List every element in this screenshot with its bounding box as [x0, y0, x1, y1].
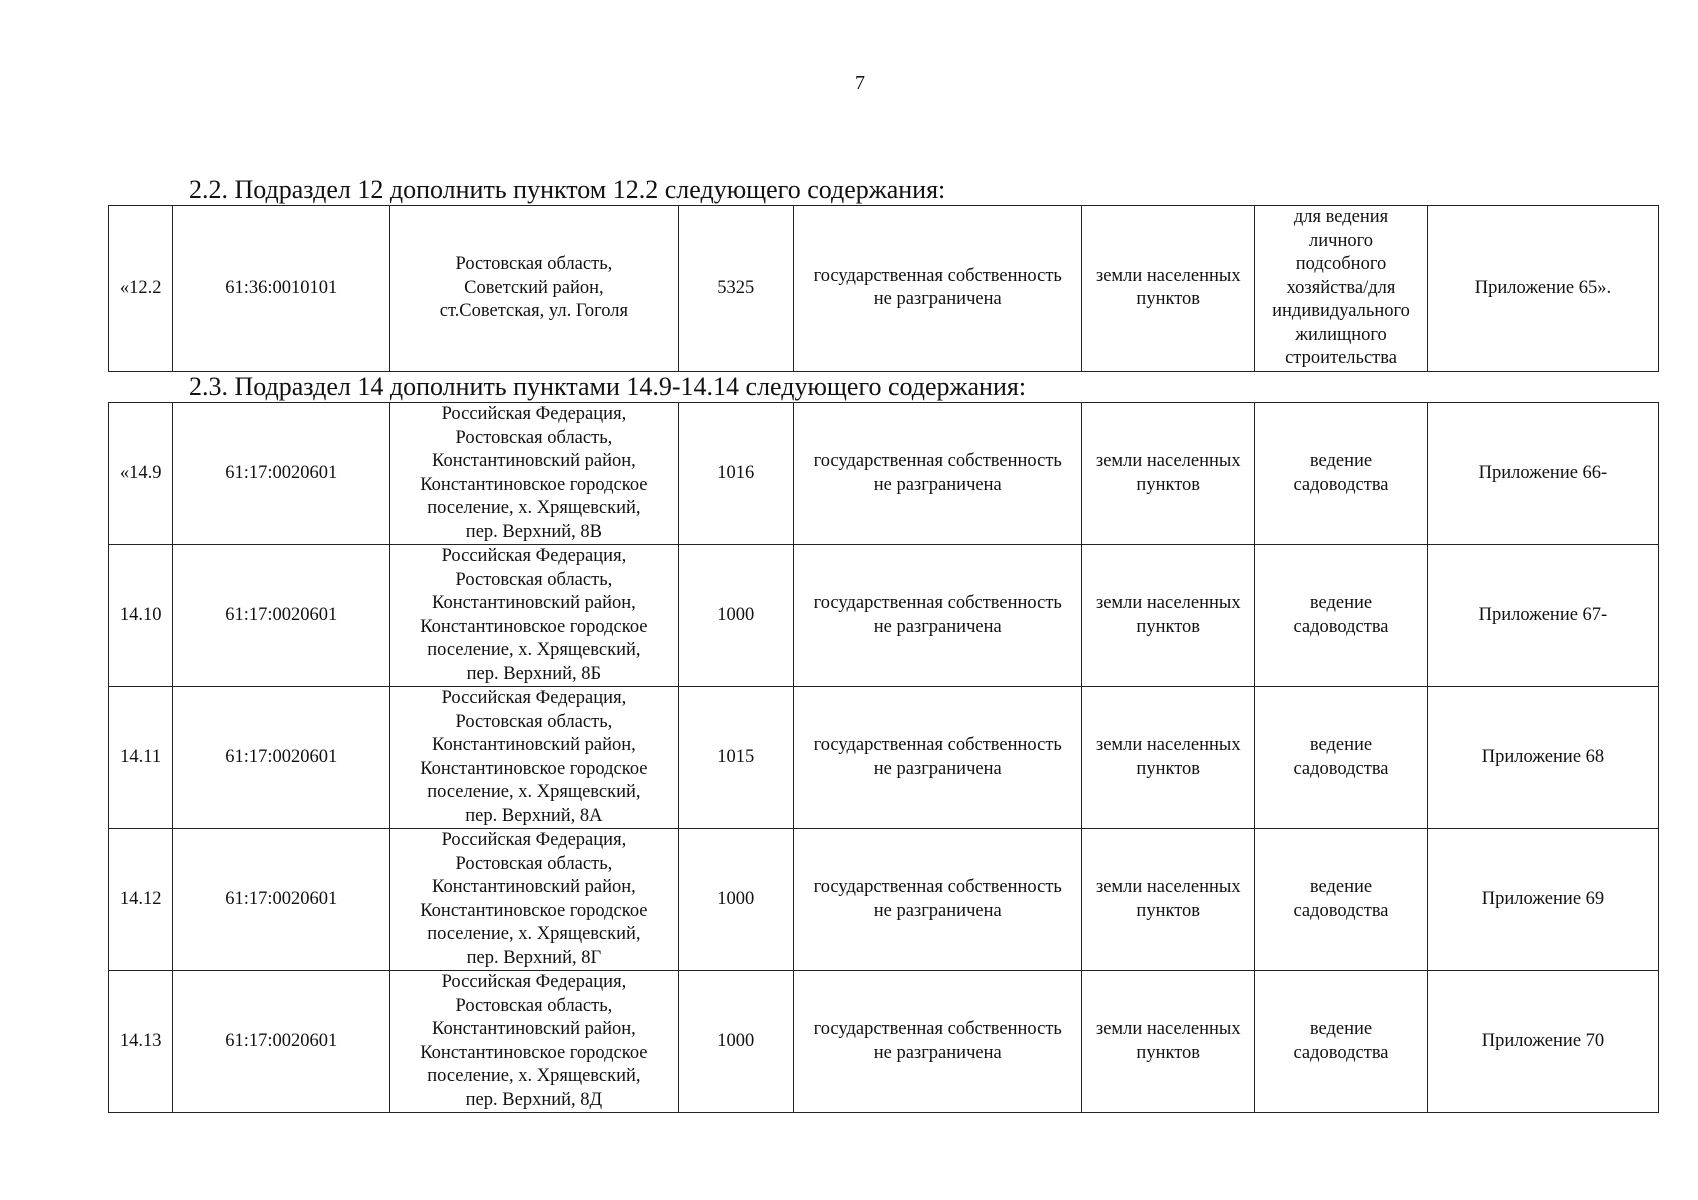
item-number-cell: 14.10	[109, 545, 173, 687]
address-cell	[390, 829, 678, 971]
permitted-use-line: ведение	[1309, 877, 1373, 897]
ownership-line: не разграничена	[873, 900, 1002, 921]
cadastral-number-cell: 61:36:0010101	[173, 206, 390, 372]
land-category-line: земли населенных	[1095, 265, 1241, 286]
land-category-line: земли населенных	[1095, 877, 1241, 897]
table-row	[109, 687, 1659, 829]
address-cell	[390, 403, 678, 545]
area-cell: 5325	[678, 206, 794, 372]
permitted-use-line: подсобного	[1295, 254, 1387, 274]
ownership-line: не разграничена	[873, 758, 1002, 779]
address-line: Российская Федерация,	[441, 546, 627, 566]
address-line: Ростовская область,	[455, 711, 613, 732]
section-heading-subsection-12: 2.2. Подраздел 12 дополнить пунктом 12.2 следующего содержания:	[189, 175, 946, 204]
land-category-line: земли населенных	[1095, 735, 1241, 755]
land-category-line: пунктов	[1136, 758, 1201, 779]
permitted-use-line: жилищного	[1295, 324, 1387, 345]
address-line: Константиновское городское	[420, 1042, 648, 1063]
address-line: Ростовская область,	[455, 995, 613, 1016]
appendix-cell: Приложение 65».	[1427, 206, 1658, 372]
ownership-cell	[794, 403, 1082, 545]
address-line: ст.Советская, ул. Гоголя	[439, 301, 629, 321]
land-plots-table-subsection-12	[108, 205, 1659, 372]
cadastral-number-cell: 61:17:0020601	[173, 545, 390, 687]
address-line: Константиновский район,	[432, 593, 636, 613]
ownership-cell	[794, 971, 1082, 1113]
address-line: Ростовская область,	[455, 254, 613, 274]
permitted-use-line: ведение	[1309, 451, 1373, 471]
address-line: поселение, х. Хрящевский,	[427, 782, 641, 802]
permitted-use-line: садоводства	[1293, 900, 1389, 921]
ownership-line: не разграничена	[873, 1042, 1002, 1063]
address-line: Российская Федерация,	[441, 404, 627, 424]
permitted-use-line: садоводства	[1293, 1042, 1389, 1063]
address-line: Российская Федерация,	[441, 972, 627, 992]
land-category-cell	[1082, 206, 1255, 372]
address-line: Константиновский район,	[432, 1019, 636, 1039]
item-number-cell: 14.13	[109, 971, 173, 1113]
page-number: 7	[855, 72, 865, 94]
item-number-cell: «12.2	[109, 206, 173, 372]
address-line: Российская Федерация,	[441, 830, 627, 850]
permitted-use-line: строительства	[1285, 348, 1397, 368]
permitted-use-line: ведение	[1309, 1019, 1373, 1039]
area-cell: 1016	[678, 403, 794, 545]
land-category-line: земли населенных	[1095, 1019, 1241, 1039]
item-number-cell: 14.12	[109, 829, 173, 971]
permitted-use-line: ведение	[1309, 735, 1373, 755]
land-category-line: пунктов	[1136, 289, 1201, 310]
address-line: поселение, х. Хрящевский,	[427, 1066, 641, 1086]
address-line: Константиновский район,	[432, 735, 636, 755]
section-heading-subsection-14: 2.3. Подраздел 14 дополнить пунктами 14.9-14.14 следующего содержания:	[189, 372, 1027, 401]
table-row	[109, 829, 1659, 971]
ownership-line: государственная собственность	[813, 1019, 1062, 1039]
address-line: Константиновский район,	[432, 877, 636, 897]
land-plots-table-subsection-14	[108, 402, 1659, 1113]
ownership-line: не разграничена	[873, 616, 1002, 637]
permitted-use-line: ведение	[1309, 593, 1373, 613]
ownership-line: государственная собственность	[813, 735, 1062, 755]
address-line: Константиновское городское	[420, 474, 648, 495]
permitted-use-cell	[1255, 687, 1428, 829]
table-row	[109, 206, 1659, 372]
address-line: пер. Верхний, 8В	[465, 521, 602, 542]
appendix-cell: Приложение 70	[1427, 971, 1658, 1113]
land-category-line: земли населенных	[1095, 451, 1241, 471]
address-line: пер. Верхний, 8Д	[465, 1089, 603, 1110]
address-line: пер. Верхний, 8А	[465, 805, 603, 826]
permitted-use-cell	[1255, 971, 1428, 1113]
land-category-cell	[1082, 687, 1255, 829]
permitted-use-line: для ведения	[1293, 207, 1389, 227]
address-line: Константиновское городское	[420, 758, 648, 779]
address-line: Советский район,	[464, 277, 604, 298]
cadastral-number-cell: 61:17:0020601	[173, 403, 390, 545]
ownership-cell	[794, 829, 1082, 971]
cadastral-number-cell: 61:17:0020601	[173, 971, 390, 1113]
land-category-line: земли населенных	[1095, 593, 1241, 613]
address-line: поселение, х. Хрящевский,	[427, 640, 641, 660]
ownership-cell	[794, 687, 1082, 829]
ownership-line: государственная собственность	[813, 451, 1062, 471]
area-cell: 1015	[678, 687, 794, 829]
address-line: Ростовская область,	[455, 853, 613, 874]
ownership-cell	[794, 206, 1082, 372]
area-cell: 1000	[678, 971, 794, 1113]
permitted-use-line: садоводства	[1293, 616, 1389, 637]
land-category-line: пунктов	[1136, 900, 1201, 921]
address-line: Константиновское городское	[420, 616, 648, 637]
permitted-use-cell	[1255, 403, 1428, 545]
permitted-use-cell	[1255, 545, 1428, 687]
address-cell	[390, 206, 678, 372]
address-line: Российская Федерация,	[441, 688, 627, 708]
permitted-use-line: личного	[1309, 230, 1373, 251]
address-cell	[390, 971, 678, 1113]
ownership-line: государственная собственность	[813, 265, 1062, 286]
appendix-cell: Приложение 66-	[1427, 403, 1658, 545]
land-category-cell	[1082, 971, 1255, 1113]
land-category-line: пунктов	[1136, 1042, 1201, 1063]
area-cell: 1000	[678, 829, 794, 971]
land-category-line: пунктов	[1136, 616, 1201, 637]
ownership-line: государственная собственность	[813, 877, 1062, 897]
address-line: Ростовская область,	[455, 569, 613, 590]
address-cell	[390, 545, 678, 687]
land-category-line: пунктов	[1136, 474, 1201, 495]
land-category-cell	[1082, 403, 1255, 545]
address-line: поселение, х. Хрящевский,	[427, 498, 641, 518]
cadastral-number-cell: 61:17:0020601	[173, 829, 390, 971]
ownership-line: не разграничена	[873, 474, 1002, 495]
item-number-cell: 14.11	[109, 687, 173, 829]
appendix-cell: Приложение 69	[1427, 829, 1658, 971]
table-row	[109, 971, 1659, 1113]
permitted-use-line: хозяйства/для	[1286, 277, 1396, 298]
ownership-line: государственная собственность	[813, 593, 1062, 613]
appendix-cell: Приложение 67-	[1427, 545, 1658, 687]
permitted-use-line: садоводства	[1293, 758, 1389, 779]
permitted-use-cell	[1255, 829, 1428, 971]
address-line: пер. Верхний, 8Г	[466, 947, 602, 968]
address-cell	[390, 687, 678, 829]
appendix-cell: Приложение 68	[1427, 687, 1658, 829]
cadastral-number-cell: 61:17:0020601	[173, 687, 390, 829]
table-row	[109, 403, 1659, 545]
address-line: Константиновский район,	[432, 451, 636, 471]
item-number-cell: «14.9	[109, 403, 173, 545]
address-line: поселение, х. Хрящевский,	[427, 924, 641, 944]
permitted-use-line: индивидуального	[1272, 301, 1410, 321]
permitted-use-cell	[1255, 206, 1428, 372]
address-line: Константиновское городское	[420, 900, 648, 921]
area-cell: 1000	[678, 545, 794, 687]
ownership-cell	[794, 545, 1082, 687]
permitted-use-line: садоводства	[1293, 474, 1389, 495]
address-line: Ростовская область,	[455, 427, 613, 448]
table-row	[109, 545, 1659, 687]
ownership-line: не разграничена	[873, 289, 1002, 310]
address-line: пер. Верхний, 8Б	[466, 663, 602, 684]
land-category-cell	[1082, 829, 1255, 971]
land-category-cell	[1082, 545, 1255, 687]
